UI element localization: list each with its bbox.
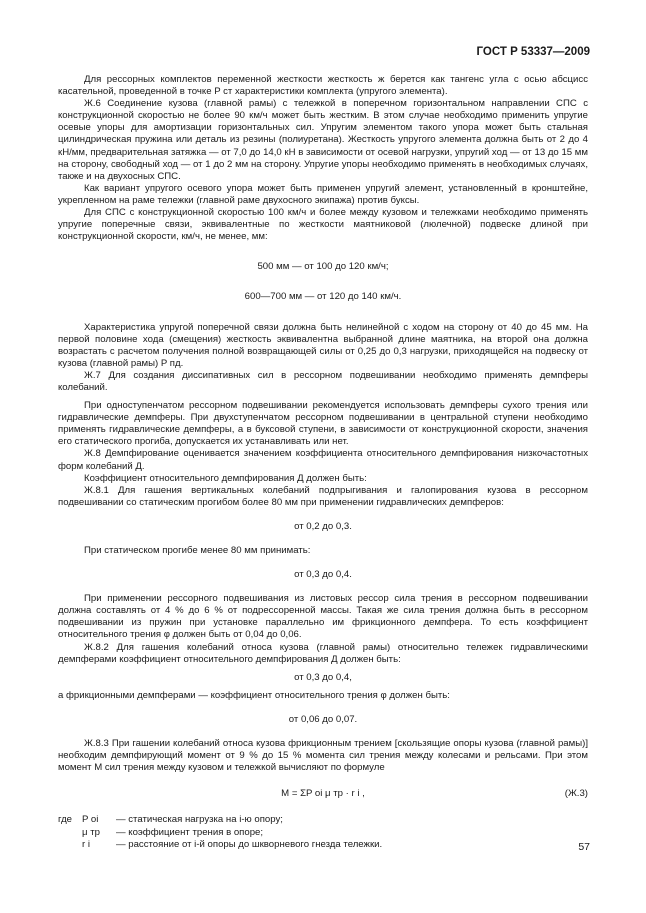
paragraph: При применении рессорного подвешивания из листовых рессор сила трения в рессорном подвешивании должна составлять от 4 % до 6 % от подрессоренной массы. Такая же сила трения должна быть в рессорном подвешивании из пружин при установке параллельно им фрикционного демпфера. То есть коэффициент относительного трения φ должен быть от 0,04 до 0,06. [58, 593, 588, 641]
value-range: от 0,3 до 0,4. [294, 569, 352, 581]
legend-symbol: μ тр [82, 826, 100, 838]
paragraph: При одноступенчатом рессорном подвешивании рекомендуется использовать демпферы сухого трения или гидравлические демпферы. При двухступенчатом рессорном подвешивании в центральной ступени необходимо применять гидравлические демпферы, а в буксовой ступени, в зависимости от конструкционной скорости, значения его статического прогиба, допускается их устанавливать или нет. [58, 400, 588, 448]
document-body [58, 74, 588, 851]
value-range: от 0,2 до 0,3. [294, 520, 352, 532]
legend-row [58, 839, 588, 851]
legend-text: — статическая нагрузка на i-ю опору; [116, 814, 283, 826]
value-range: от 0,3 до 0,4, [294, 671, 352, 683]
formula-legend [58, 814, 588, 850]
paragraph: Для рессорных комплектов переменной жесткости жесткость ж берется как тангенс угла с осью абсцисс касательной, проведенной в точке P ст характеристики комплекта (упругого элемента). [58, 74, 588, 98]
paragraph: Ж.8 Демпфирование оценивается значением коэффициента относительного демпфирования низкочастотных форм колебаний Д. [58, 448, 588, 472]
formula-number: (Ж.3) [564, 788, 588, 800]
legend-row [58, 814, 588, 826]
legend-text: — коэффициент трения в опоре; [116, 826, 264, 838]
paragraph: При статическом прогибе менее 80 мм принимать: [84, 545, 311, 556]
legend-symbol: P oi [82, 814, 99, 826]
paragraph: Ж.7 Для создания диссипативных сил в рессорном подвешивании необходимо применять демпферы колебаний. [58, 369, 588, 393]
paragraph: Ж.6 Соединение кузова (главной рамы) с тележкой в поперечном горизонтальном направлении СПС с конструкционной скоростью не более 90 км/ч может быть жестким. В этом случае необходимо применить упругие осевые упоры для амортизации горизонтальных сил. Упругим элементом такого упора может быть стальная цилиндрическая пружина или деталь из резины (полиуретана). Жесткость упругого элемента должна быть от 2 до 4 кН/мм, предварительная затяжка — от 7,0 до 14,0 кН в зависимости от осевой нагрузки, упругий ход — от 13 до 15 мм на сторону, свободный ход — от 1 до 2 мм на сторону. Упругие упоры необходимо применять в необходимых случаях, также и на двухосных СПС. [58, 98, 588, 182]
paragraph: Для СПС с конструкционной скоростью 100 км/ч и более между кузовом и тележками необходимо применять упругие поперечные связи, эквивалентные по жесткости маятниковой (люлечной) подвеске длиной при конструкционной скорости, км/ч, не менее, мм: [58, 207, 588, 243]
paragraph: Характеристика упругой поперечной связи должна быть нелинейной с ходом на сторону от 40 до 45 мм. На первой половине хода (смещения) жесткость эквивалентна выбранной длине маятника, на второй она должна возрастать с расчетом получения полной возвращающей силы от 0,25 до 0,3 нагрузки, приходящейся на подвеску от кузова (главной рамы) P пд. [58, 321, 588, 369]
page-number: 57 [578, 841, 590, 853]
paragraph: Ж.8.2 Для гашения колебаний относа кузова (главной рамы) относительно тележек гидравлическими демпферами коэффициент относительного демпфирования Д должен быть: [58, 641, 588, 665]
paragraph: Коэффициент относительного демпфирования Д должен быть: [84, 472, 367, 484]
paragraph: а фрикционными демпферами — коэффициент относительного трения φ должен быть: [58, 689, 450, 701]
formula-expression: M = ΣP oi μ тр · r i , [281, 788, 365, 800]
standard-header: ГОСТ Р 53337—2009 [476, 46, 590, 58]
legend-row [58, 827, 588, 839]
legend-text: — расстояние от i-й опоры до шкворневого гнезда тележки. [116, 838, 383, 850]
legend-symbol: r i [82, 838, 90, 850]
paragraph: Как вариант упругого осевого упора может быть применен упругий элемент, установленный в кронштейне, укрепленном на раме тележки (главной раме двухосного экипажа) против буксы. [58, 182, 588, 206]
formula-line: 600—700 мм — от 120 до 140 км/ч. [244, 291, 402, 303]
paragraph: Ж.8.1 Для гашения вертикальных колебаний подпрыгивания и галопирования кузова в рессорном подвешивании со статическим прогибом более 80 мм при применении гидравлических демпферов: [58, 484, 588, 508]
value-range: от 0,06 до 0,07. [288, 713, 358, 725]
paragraph: Ж.8.3 При гашении колебаний относа кузова фрикционным трением [скользящие опоры кузова (главной рамы)] необходим демпфирующий момент от 9 % до 15 % момента сил трения между колесами и рельсами. При этом момент М сил трения между кузовом и тележкой вычисляют по формуле [58, 738, 588, 774]
formula-line: 500 мм — от 100 до 120 км/ч; [257, 261, 389, 273]
legend-where: где [58, 814, 73, 826]
formula [58, 788, 588, 800]
